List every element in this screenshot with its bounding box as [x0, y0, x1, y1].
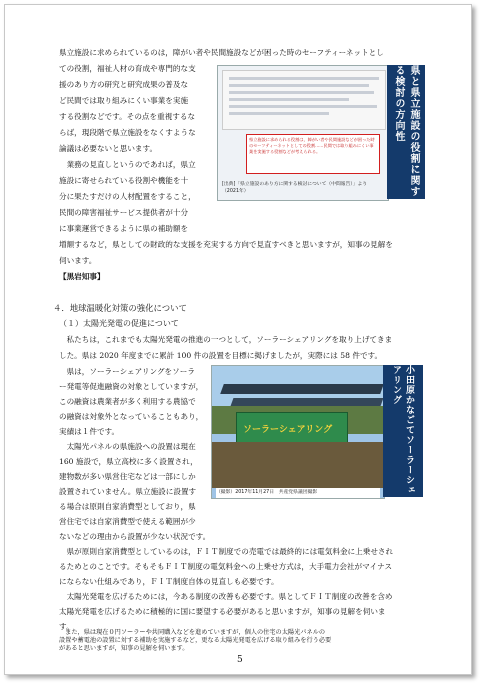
- field: [212, 442, 384, 488]
- text-line: した。県は 2020 年度までに累計 100 件の設置を目標に掲げましたが，実際には 58 件です。: [59, 351, 383, 360]
- highlight-box: [246, 134, 380, 174]
- figure-facility-document: [217, 65, 389, 201]
- text-line: ての役割，福祉人材の育成や専門的な支: [59, 64, 196, 73]
- text-line: 設置されていません。県立施設に設置す: [59, 487, 197, 496]
- section-heading: ４．地球温暖化対策の強化について: [53, 303, 187, 313]
- section-subheading: （１）太陽光発電の促進について: [59, 319, 179, 328]
- text-line: また，県は現在０円ソーラーや共同購入などを進めていますが，個人の住宅の太陽光パネルの: [59, 629, 326, 636]
- text-line: する役割などです。その点を重視するな: [59, 112, 196, 121]
- text-line: 160 施設で，県立高校に多く設置され，: [59, 457, 198, 466]
- text-line: 私たちは，これまでも太陽光発電の推進の一つとして，ソーラーシェアリングを取り上げてきま: [59, 335, 393, 344]
- text-line: ど民間では取り組みにくい事業を実施: [59, 96, 189, 105]
- text-line: 太陽光パネルの県施設への設置は現在: [59, 442, 196, 451]
- text-line: に事業運営できるように県の補助額を: [59, 224, 189, 233]
- sign-board: [236, 412, 348, 444]
- sign-text: ソーラーシェアリング: [243, 425, 333, 435]
- text-line: 設置や蓄電池の設置に対する補助を実施するなど，更なる太陽光発電を広げる取り組みを行う必要: [59, 637, 332, 644]
- text-line: 県が原則自家消費型としているのは，ＦＩＴ制度での売電では最終的には電気料金に上乗せされ: [59, 547, 394, 556]
- text-line: 論議は必要ないと思います。: [59, 144, 158, 153]
- figure-banner: 小田原かなごてソーラーシェアリング: [383, 365, 423, 497]
- text-line: 県立施設に求められているのは，障がい者や民間施設などが困った時のセーフティーネットとし: [59, 48, 384, 57]
- figure-solar-photo: [211, 365, 385, 499]
- solar-panels: [231, 398, 384, 406]
- text-line: の融資は対象外となっていることもあり，: [59, 412, 204, 421]
- text-line: 民間の障害福祉サービス提供者が十分: [59, 208, 189, 217]
- document-page: [4, 4, 472, 675]
- text-line: 実績は１件です。: [59, 427, 120, 436]
- figure-banner: 県と県立施設の役割に関する検討の方向性: [387, 65, 425, 199]
- text-line: 援のあり方の研究と研究成果の普及な: [59, 80, 189, 89]
- text-line: 太陽光発電を広げるためには，今ある制度の改善も必要です。県としてＦＩＴ制度の改善を含め: [59, 592, 393, 601]
- highlight-box-text: 県立施設に求められる役割は，障がい者や民間施設などが困った時のセーフティーネットとしての役割……民間では取り組みにくい事業を実施する役割などが考えられる。: [249, 137, 375, 154]
- figure-caption: （撮影）2017年11月27日 共産党県議団撮影: [216, 488, 380, 498]
- answer-label: 【黒岩知事】: [59, 272, 105, 281]
- text-line: があると思いますが，知事の見解を伺います。: [59, 645, 189, 652]
- text-line: 増額するなど，県としての財政的な支援を充実する方向で見直すべきと思いますが，知事の見解を: [59, 240, 393, 249]
- text-line: にならない仕組みであり，ＦＩＴ制度自体の見直しも必要です。: [59, 577, 279, 586]
- page-number: 5: [237, 655, 243, 665]
- text-line: す。: [59, 622, 74, 631]
- text-line: らば，現段階で県立施設をなくすような: [59, 128, 196, 137]
- text-line: るためとのことです。そもそもＦＩＴ制度の電気料金への上乗せ方式は，大手電力会社がマイナス: [59, 562, 393, 571]
- text-line: 県は，ソーラーシェアリングをソーラ: [59, 367, 195, 376]
- text-line: 施設に寄せられている役割や機能を十: [59, 176, 189, 185]
- text-line: 伺います。: [59, 256, 97, 265]
- solar-panels: [220, 384, 384, 394]
- text-line: この融資は農業者が多く利用する農協で: [59, 397, 196, 406]
- text-line: ー発電等促進融資の対象としていますが，: [59, 382, 204, 391]
- text-line: 建物数が多い県営住宅などは一部にしか: [59, 472, 196, 481]
- document-image: [222, 70, 386, 130]
- text-line: 営住宅では自家消費型で使える範囲が少: [59, 517, 196, 526]
- text-line: る場合は原則自家消費型としており，県: [59, 502, 196, 511]
- text-line: 太陽光発電を広げるために積極的に国に要望する必要があると思いますが，知事の見解を伺いま: [59, 607, 386, 616]
- text-line: ないなどの理由から設置が少ない状況です。: [59, 532, 211, 541]
- text-line: 業務の見直しというのであれば，県立: [59, 160, 196, 169]
- text-line: 分に果たすだけの人材配置をすること，: [59, 192, 196, 201]
- figure-caption: [出典]「県立施設のあり方に関する検討について（中間報告）」より（2021年）: [222, 182, 368, 194]
